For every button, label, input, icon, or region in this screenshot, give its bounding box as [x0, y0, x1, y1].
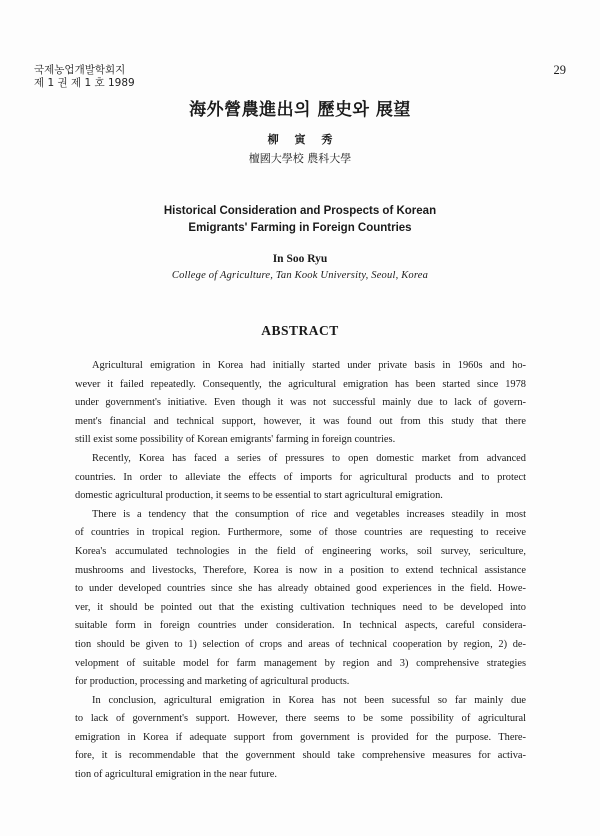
abstract-line: mushrooms and livestocks, Therefore, Korea is now in a position to extend technical assistance: [75, 564, 526, 576]
affiliation-korean: 檀國大學校 農科大學: [248, 152, 352, 165]
abstract-heading: ABSTRACT: [261, 323, 339, 338]
abstract-line: to under developed countries since she has already obtained good experiences in the field. Howe-: [75, 583, 526, 595]
abstract-line: suitable form in foreign countries under consideration. In technical aspects, careful considera-: [75, 620, 526, 632]
abstract-line: of countries in tropical region. Furthermore, some of those countries are requesting to receive: [75, 527, 526, 539]
abstract-line: In conclusion, agricultural emigration in Korea has not been sucessful so far mainly due: [92, 694, 526, 706]
abstract-line: domestic agricultural production, it seems to be essential to start agricultural emigration.: [75, 490, 443, 502]
abstract-line: Recently, Korea has faced a series of pressures to open domestic market from advanced: [92, 452, 526, 464]
abstract-line: Agricultural emigration in Korea had initially started under private basis in 1960s and ho-: [92, 360, 526, 371]
author-korean: 柳 寅 秀: [267, 133, 333, 146]
title-english: [0, 203, 600, 237]
journal-info: [34, 64, 135, 90]
abstract-line: wever it failed repeatedly. Consequently, the agricultural emigration has been started since 1978: [75, 378, 526, 390]
abstract-paragraph: [75, 357, 526, 450]
title-korean: 海外營農進出의 歷史와 展望: [189, 100, 411, 120]
abstract-line: ver, it should be pointed out that the existing cultivation techniques need to be developed into: [75, 601, 526, 613]
abstract-line: under government's initiative. Even though it was not successful mainly due to lack of govern-: [75, 397, 526, 409]
abstract-line: tion of agricultural emigration in the near future.: [75, 769, 277, 781]
abstract-line: still exist some possibility of Korean emigrants' farming in foreign countries.: [75, 434, 396, 446]
journal-name: 국제농업개발학회지: [34, 64, 126, 76]
abstract-line: velopment of suitable model for farm management by region and 3) comprehensive strategies: [75, 657, 526, 669]
affiliation-english: College of Agriculture, Tan Kook University, Seoul, Korea: [171, 270, 429, 281]
abstract-line: tion should be given to 1) selection of crops and areas of technical cooperation by region, 2) de-: [75, 638, 526, 650]
author-english: In Soo Ryu: [272, 253, 328, 265]
abstract-paragraph: [75, 506, 526, 692]
abstract-line: emigration in Korea if adequate support from government is provided for the purpose. There-: [75, 731, 526, 743]
journal-volume: 제 1 권 제 1 호 1989: [34, 77, 135, 89]
abstract-body: [75, 357, 526, 785]
title-english-line2: Emigrants' Farming in Foreign Countries: [188, 222, 412, 234]
abstract-line: There is a tendency that the consumption of rice and vegetables increases steadily in most: [92, 508, 526, 520]
abstract-line: fore, it is recommendable that the government should take comprehensive measures for activa-: [75, 750, 526, 762]
abstract-line: to lack of government's support. However, there seems to be some possibility of agricultural: [75, 713, 526, 725]
abstract-line: Korea's accumulated technologies in the field of engineering works, soil survey, sericulture,: [75, 545, 526, 557]
abstract-line: for production, processing and marketing of agricultural products.: [75, 676, 350, 688]
title-english-line1: Historical Consideration and Prospects of Korean: [163, 205, 437, 217]
abstract-line: countries. In order to alleviate the effects of imports for agricultural products and to protect: [75, 471, 526, 483]
page-number: 29: [553, 63, 566, 77]
abstract-paragraph: [75, 450, 526, 506]
abstract-paragraph: [75, 692, 526, 785]
abstract-line: ment's financial and technical support, however, it was found out from this study that there: [75, 415, 526, 427]
